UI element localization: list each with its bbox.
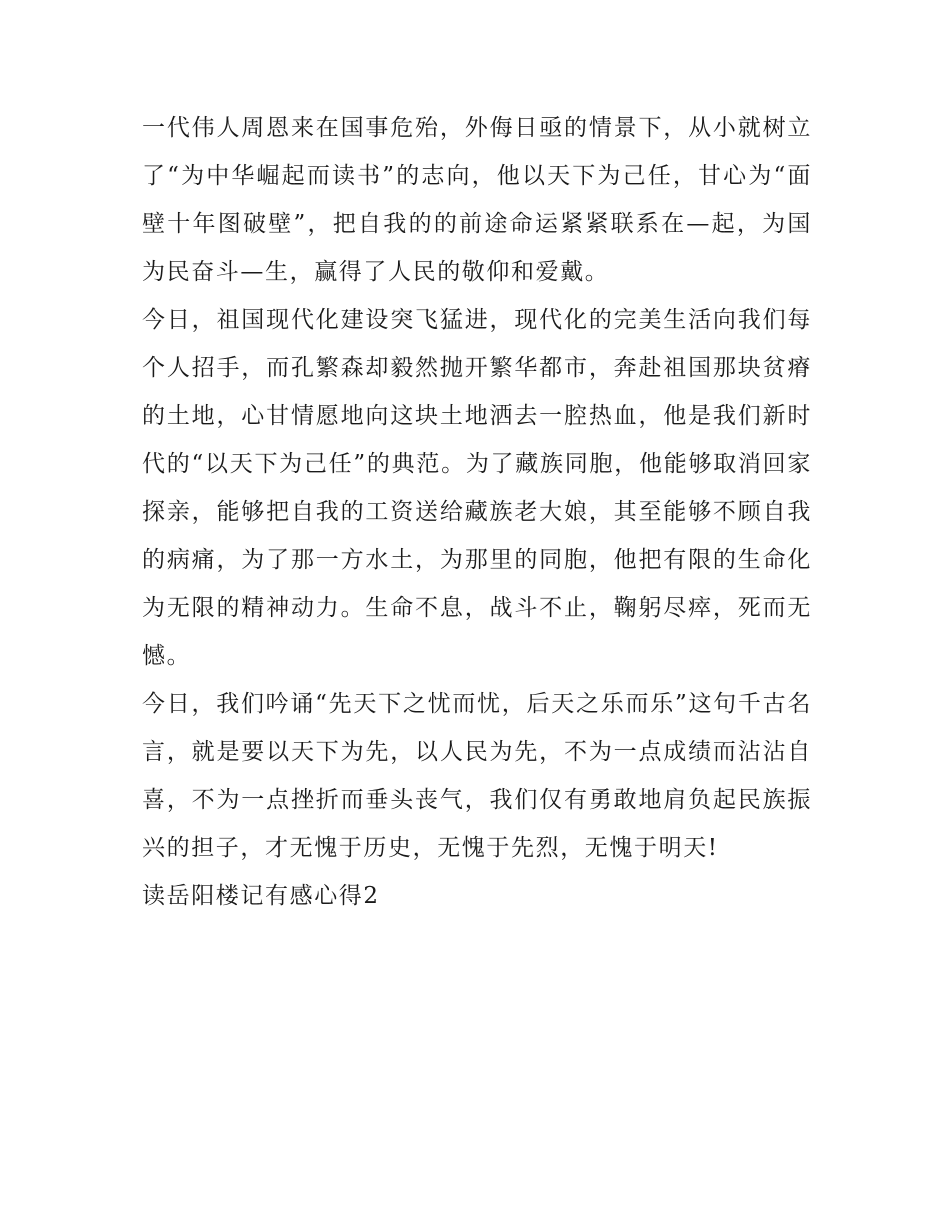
document-body bbox=[142, 104, 812, 920]
section-heading: 读岳阳楼记有感心得2 bbox=[142, 883, 380, 909]
paragraph-1: 一代伟人周恩来在国事危殆，外侮日亟的情景下，从小就树立了“为中华崛起而读书”的志向，他以天下为己任，甘心为“面壁十年图破壁”，把自我的的前途命运紧紧联系在—起，为国为民奋斗—生，赢得了人民的敬仰和爱戴。 bbox=[142, 115, 812, 285]
paragraph-3: 今日，我们吟诵“先天下之忧而忧，后天之乐而乐”这句千古名言，就是要以天下为先，以人民为先，不为一点成绩而沾沾自喜，不为一点挫折而垂头丧气，我们仅有勇敢地肩负起民族振兴的担子，才无愧于历史，无愧于先烈，无愧于明天! bbox=[142, 691, 812, 861]
paragraph-2: 今日，祖国现代化建设突飞猛进，现代化的完美生活向我们每个人招手，而孔繁森却毅然抛开繁华都市，奔赴祖国那块贫瘠的土地，心甘情愿地向这块土地洒去一腔热血，他是我们新时代的“以天下为己任”的典范。为了藏族同胞，他能够取消回家探亲，能够把自我的工资送给藏族老大娘，其至能够不顾自我的病痛，为了那一方水土，为那里的同胞，他把有限的生命化为无限的精神动力。生命不息，战斗不止，鞠躬尽瘁，死而无憾。 bbox=[142, 307, 812, 669]
